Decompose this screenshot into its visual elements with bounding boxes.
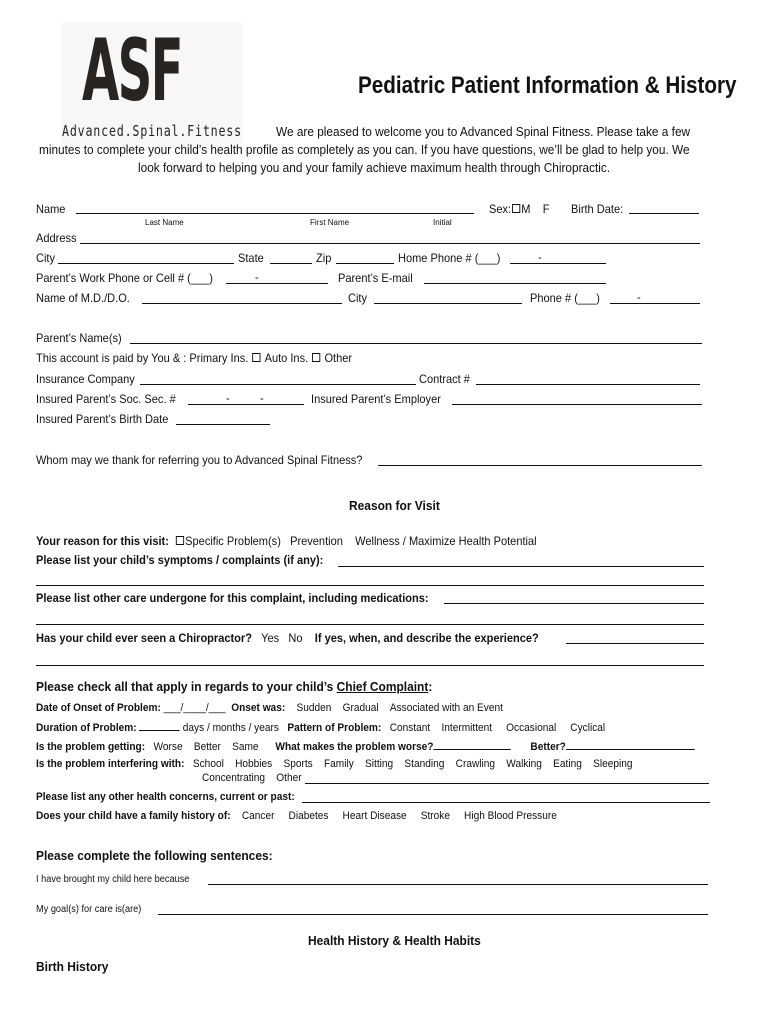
home-phone-dash: -	[538, 250, 542, 264]
paid-by-row: This account is paid by You & : Primary Ins. Auto Ins. Other	[36, 351, 353, 365]
chiro-field[interactable]	[566, 643, 704, 644]
name-label: Name	[36, 202, 66, 216]
interfering-row-2	[202, 772, 302, 785]
onset-option[interactable]: Sudden	[296, 702, 332, 714]
brought-field[interactable]	[208, 884, 708, 885]
sex-f-option[interactable]: F	[542, 202, 550, 216]
specific-problem-checkbox[interactable]	[176, 536, 184, 545]
onset-option[interactable]: Associated with an Event	[389, 702, 503, 714]
symptoms-field[interactable]	[338, 566, 704, 567]
pattern-option[interactable]: Intermittent	[441, 722, 493, 734]
interfering-option[interactable]: Walking	[506, 758, 542, 770]
referral-label: Whom may we thank for referring you to Advanced Spinal Fitness?	[36, 453, 363, 467]
interfering-option[interactable]: Hobbies	[235, 758, 273, 770]
last-name-caption: Last Name	[145, 218, 184, 227]
interfering-option[interactable]: Sitting	[365, 758, 394, 770]
other-concerns-field[interactable]	[302, 802, 710, 803]
onset-date-field[interactable]: ___/____/___	[163, 702, 226, 714]
first-name-caption: First Name	[310, 218, 350, 227]
getting-option[interactable]: Same	[232, 741, 259, 753]
onset-row: Date of Onset of Problem: ___/____/___ Onset was: Sudden Gradual Associated with an Event	[36, 702, 503, 714]
address-field[interactable]	[80, 243, 700, 244]
chiro-field-2[interactable]	[36, 665, 704, 666]
interfering-option[interactable]: Other	[276, 772, 302, 784]
worse-field[interactable]	[433, 739, 510, 750]
reason-row: Your reason for this visit: Specific Problem(s) Prevention Wellness / Maximize Health Potential	[36, 534, 537, 548]
intro-line-2: minutes to complete your child’s health profile as completely as you can. If you have questions, we’ll be glad to help you. We	[39, 142, 690, 157]
state-label: State	[238, 251, 264, 265]
family-history-row: Does your child have a family history of: Cancer Diabetes Heart Disease Stroke High Blood Pressure	[36, 810, 557, 822]
other-care-field[interactable]	[444, 603, 704, 604]
interfering-option[interactable]: Family	[323, 758, 354, 770]
other-concerns-label: Please list any other health concerns, current or past:	[36, 791, 295, 803]
interfering-option[interactable]: Sleeping	[593, 758, 633, 770]
chiro-no-option[interactable]: No	[288, 631, 303, 645]
employer-label: Insured Parent’s Employer	[311, 392, 441, 406]
other-checkbox[interactable]	[312, 353, 320, 362]
family-option[interactable]: Cancer	[241, 810, 275, 822]
zip-field[interactable]	[336, 263, 394, 264]
birth-history-heading: Birth History	[36, 959, 109, 974]
md-city-label: City	[348, 291, 368, 305]
interfering-row: Is the problem interfering with: School Hobbies Sports Family Sitting Standing Crawling Walking Eating Sleeping	[36, 758, 633, 770]
md-city-field[interactable]	[374, 303, 522, 304]
health-history-heading: Health History & Health Habits	[308, 933, 481, 948]
symptoms-field-2[interactable]	[36, 585, 704, 586]
interfering-option[interactable]: Concentrating	[202, 772, 266, 784]
sex-label: Sex: M F	[489, 202, 550, 216]
home-phone-label: Home Phone # (___)	[398, 251, 501, 265]
zip-label: Zip	[316, 251, 332, 265]
md-phone-label: Phone # (___)	[530, 291, 600, 305]
getting-option[interactable]: Better	[193, 741, 221, 753]
family-option[interactable]: High Blood Pressure	[464, 810, 557, 822]
symptoms-label: Please list your child’s symptoms / complaints (if any):	[36, 553, 324, 567]
md-phone-field[interactable]	[610, 303, 700, 304]
interfering-option[interactable]: School	[192, 758, 224, 770]
parents-names-label: Parent’s Name(s)	[36, 331, 122, 345]
address-label: Address	[36, 231, 77, 245]
sex-m-checkbox[interactable]	[512, 204, 520, 213]
other-care-field-2[interactable]	[36, 624, 704, 625]
insured-birth-field[interactable]	[176, 424, 270, 425]
goals-field[interactable]	[158, 914, 708, 915]
name-field[interactable]	[76, 213, 474, 214]
parents-names-field[interactable]	[130, 343, 702, 344]
goals-label: My goal(s) for care is(are)	[36, 904, 142, 915]
getting-option[interactable]: Worse	[153, 741, 183, 753]
better-field[interactable]	[566, 739, 695, 750]
reason-heading: Reason for Visit	[349, 498, 440, 513]
work-phone-field[interactable]	[226, 283, 328, 284]
interfering-other-field[interactable]	[305, 783, 709, 784]
chiro-row: Has your child ever seen a Chiropractor? Yes No If yes, when, and describe the experience?	[36, 631, 539, 645]
duration-field[interactable]	[139, 720, 179, 731]
interfering-option[interactable]: Sports	[283, 758, 313, 770]
page-title: Pediatric Patient Information & History	[358, 72, 737, 99]
brought-label: I have brought my child here because	[36, 874, 190, 885]
duration-row: Duration of Problem: days / months / years Pattern of Problem: Constant Intermittent Occasional Cyclical	[36, 722, 606, 734]
contract-field[interactable]	[476, 384, 700, 385]
email-field[interactable]	[424, 283, 606, 284]
soc-sec-label: Insured Parent’s Soc. Sec. #	[36, 392, 176, 406]
sentences-heading: Please complete the following sentences:	[36, 848, 273, 863]
interfering-option[interactable]: Standing	[404, 758, 445, 770]
email-label: Parent’s E-mail	[338, 271, 413, 285]
getting-row: Is the problem getting: Worse Better Same What makes the problem worse? Better?	[36, 739, 695, 754]
birth-date-field[interactable]	[629, 213, 699, 214]
family-option[interactable]: Stroke	[420, 810, 450, 822]
onset-option[interactable]: Gradual	[342, 702, 379, 714]
city-field[interactable]	[58, 263, 234, 264]
intro-line-1: We are pleased to welcome you to Advanced Spinal Fitness. Please take a few	[276, 124, 691, 139]
insurance-company-label: Insurance Company	[36, 372, 135, 386]
state-field[interactable]	[270, 263, 312, 264]
family-option[interactable]: Heart Disease	[342, 810, 407, 822]
auto-ins-checkbox[interactable]	[252, 353, 260, 362]
family-option[interactable]: Diabetes	[288, 810, 329, 822]
home-phone-field[interactable]	[510, 263, 606, 264]
city-label: City	[36, 251, 56, 265]
insurance-company-field[interactable]	[140, 384, 416, 385]
intro-line-3: look forward to helping you and your family achieve maximum health through Chiropractic.	[138, 160, 611, 175]
prevention-option[interactable]: Prevention	[290, 534, 343, 548]
other-care-label: Please list other care undergone for this complaint, including medications:	[36, 591, 429, 605]
referral-field[interactable]	[378, 465, 702, 466]
md-field[interactable]	[142, 303, 342, 304]
soc-sec-dash-2: -	[260, 391, 264, 405]
logo-tagline: Advanced.Spinal.Fitness	[62, 122, 242, 140]
employer-field[interactable]	[452, 404, 702, 405]
pattern-option[interactable]: Constant	[389, 722, 431, 734]
soc-sec-field[interactable]	[188, 404, 304, 405]
pattern-option[interactable]: Occasional	[506, 722, 557, 734]
work-phone-dash: -	[255, 270, 259, 284]
insured-birth-label: Insured Parent’s Birth Date	[36, 412, 169, 426]
interfering-option[interactable]: Crawling	[455, 758, 496, 770]
logo-mark: ASF	[82, 21, 182, 121]
chief-complaint-heading: Please check all that apply in regards to your child’s Chief Complaint:	[36, 679, 433, 694]
md-label: Name of M.D./D.O.	[36, 291, 130, 305]
work-phone-label: Parent’s Work Phone or Cell # (___)	[36, 271, 213, 285]
initial-caption: Initial	[433, 218, 452, 227]
pattern-option[interactable]: Cyclical	[570, 722, 606, 734]
soc-sec-dash-1: -	[226, 391, 230, 405]
md-phone-dash: -	[637, 290, 641, 304]
birth-date-label: Birth Date:	[571, 202, 624, 216]
chiro-yes-option[interactable]: Yes	[261, 631, 280, 645]
wellness-option[interactable]: Wellness / Maximize Health Potential	[355, 534, 537, 548]
contract-label: Contract #	[419, 372, 470, 386]
interfering-option[interactable]: Eating	[553, 758, 582, 770]
